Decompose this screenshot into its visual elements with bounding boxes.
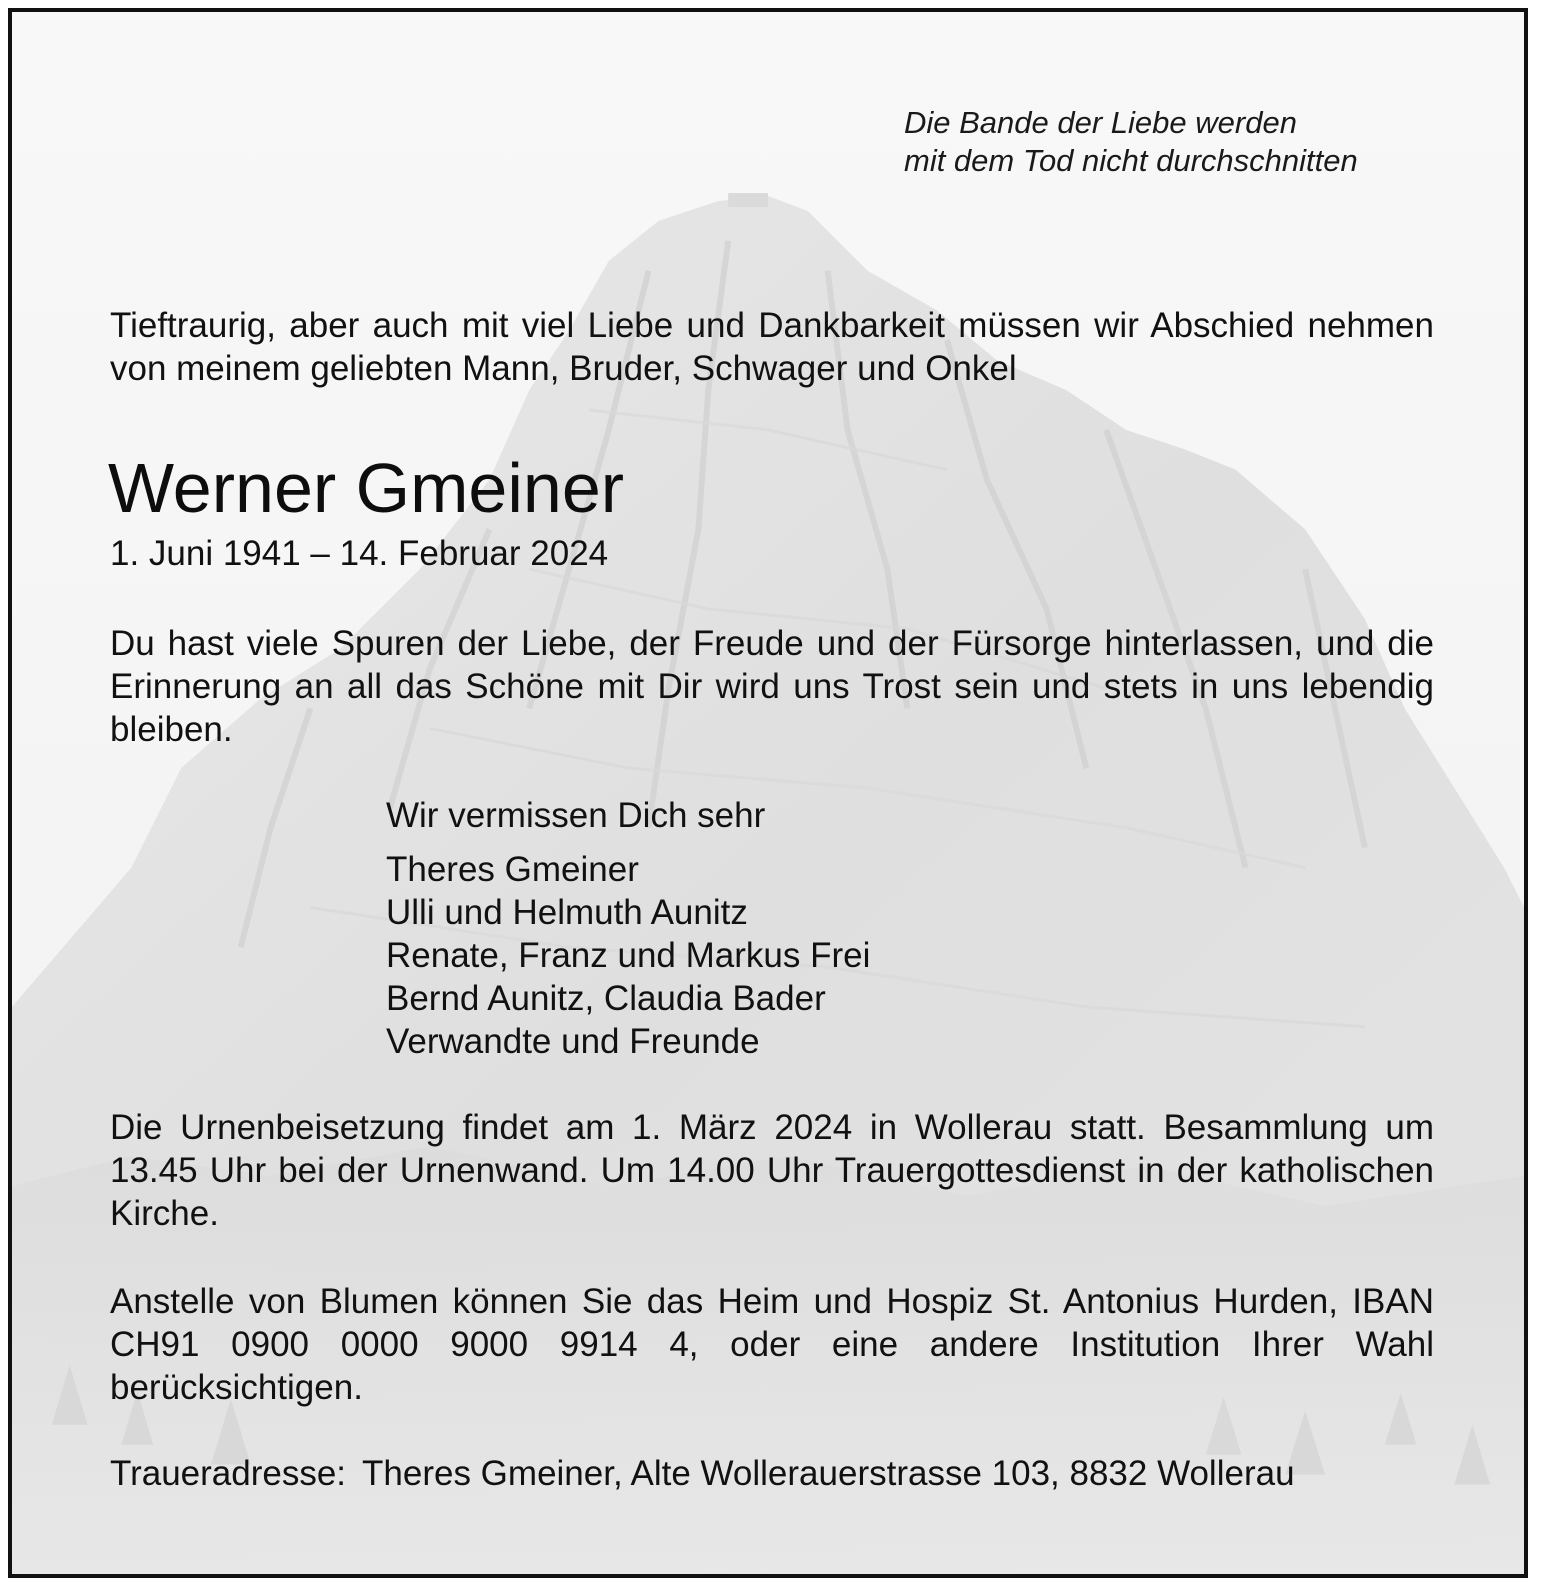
mourners-list	[386, 794, 870, 1063]
address-value: Theres Gmeiner, Alte Wollerauerstrasse 103, 8832 Wollerau	[362, 1454, 1295, 1493]
donation-paragraph: Anstelle von Blumen können Sie das Heim und Hospiz St. Antonius Hurden, IBAN CH91 0900 0000 9000 9914 4, oder eine andere Institution Ihrer Wahl berücksichtigen.	[110, 1282, 1434, 1407]
motto-line-2: mit dem Tod nicht durchschnitten	[904, 143, 1358, 178]
motto-quote	[904, 104, 1358, 180]
address-label: Traueradresse:	[110, 1454, 347, 1493]
motto-line-1: Die Bande der Liebe werden	[904, 105, 1297, 140]
mourner-name: Bernd Aunitz, Claudia Bader	[386, 979, 826, 1018]
intro-paragraph: Tieftraurig, aber auch mit viel Liebe und Dankbarkeit müssen wir Abschied nehmen von meinem geliebten Mann, Bruder, Schwager und Onkel	[110, 306, 1434, 388]
mourner-name: Renate, Franz und Markus Frei	[386, 936, 871, 975]
deceased-name: Werner Gmeiner	[108, 449, 625, 527]
tribute-paragraph: Du hast viele Spuren der Liebe, der Freude und der Fürsorge hinterlassen, und die Erinnerung an all das Schöne mit Dir wird uns Trost sein und stets in uns lebendig bleiben.	[110, 624, 1434, 749]
obituary-notice	[8, 8, 1528, 1578]
life-dates: 1. Juni 1941 – 14. Februar 2024	[110, 534, 609, 573]
mourner-name: Verwandte und Freunde	[386, 1022, 760, 1061]
mourner-name: Ulli und Helmuth Aunitz	[386, 893, 748, 932]
mourners-heading: Wir vermissen Dich sehr	[386, 796, 766, 835]
mourner-name: Theres Gmeiner	[386, 850, 639, 889]
mourning-address	[110, 1452, 1295, 1495]
ceremony-paragraph: Die Urnenbeisetzung findet am 1. März 2024 in Wollerau statt. Besammlung um 13.45 Uhr bei der Urnenwand. Um 14.00 Uhr Trauergottesdienst in der katholischen Kirche.	[110, 1108, 1434, 1233]
